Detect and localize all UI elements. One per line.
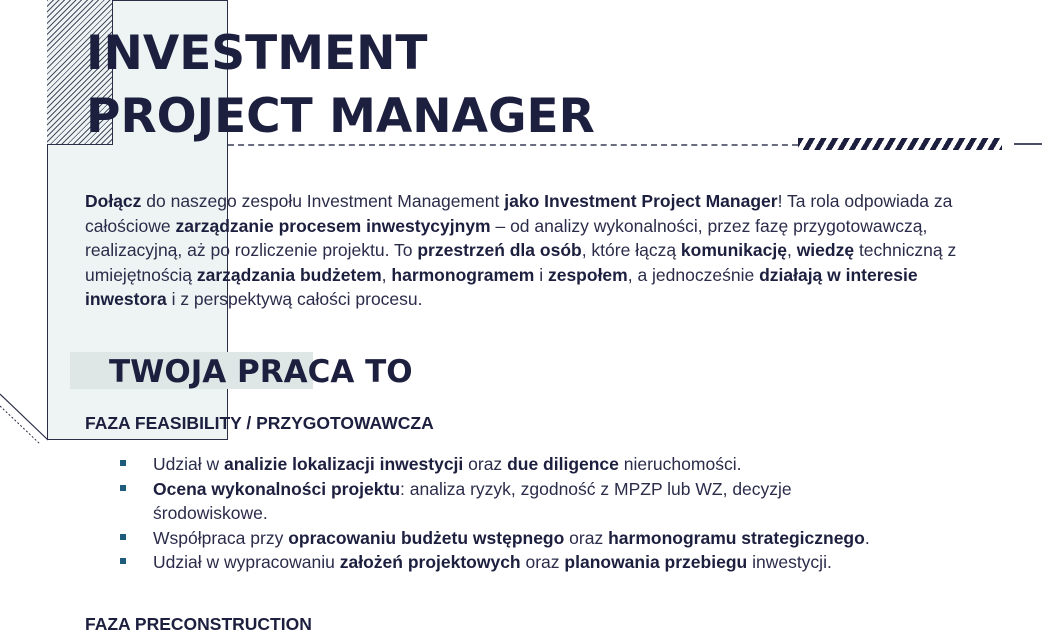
list-item-text: . <box>864 527 870 548</box>
list-item-text: : analiza ryzyk, zgodność z MPZP lub WZ, decyzje środowiskowe. <box>153 478 792 524</box>
intro-bold-text: przestrzeń dla osób <box>417 240 582 261</box>
intro-text: , a jednocześnie <box>627 264 760 285</box>
list-item-bold-text: założeń projektowych <box>339 552 521 573</box>
list-item-bold-text: planowania przebiegu <box>564 552 748 573</box>
title-end-line <box>1014 143 1042 145</box>
list-item <box>114 477 874 526</box>
intro-text: , które łączą <box>581 240 681 261</box>
title-dashed-divider <box>228 144 798 146</box>
intro-text: ! Ta rola odpowiada za całościowe <box>85 191 953 236</box>
title-line-1: INVESTMENT <box>86 26 428 81</box>
square-bullet-icon <box>120 485 126 491</box>
intro-bold-text: Dołącz <box>85 191 142 211</box>
list-item-text: inwestycji. <box>747 552 832 573</box>
list-item-text: nieruchomości. <box>618 454 742 474</box>
list-item-bold-text: due diligence <box>507 454 619 474</box>
intro-bold-text: zespołem <box>547 264 628 285</box>
square-bullet-icon <box>120 460 126 466</box>
list-item-text: oraz <box>520 552 565 573</box>
list-item-bold-text: harmonogramu strategicznego <box>608 527 865 548</box>
intro-bold-text: jako Investment Project Manager <box>504 191 778 211</box>
intro-text: , <box>381 264 392 285</box>
list-item <box>114 526 874 551</box>
intro-text: techniczną z umiejętnością <box>85 240 957 285</box>
title-striped-accent <box>798 138 1002 150</box>
list-item <box>114 452 874 477</box>
list-item-text: oraz <box>564 527 609 548</box>
intro-bold-text: harmonogramem <box>391 264 535 285</box>
intro-bold-text: wiedzę <box>796 240 855 261</box>
decorative-diagonal-lines <box>0 380 60 450</box>
list-item-bold-text: Ocena wykonalności projektu <box>153 478 401 499</box>
intro-bold-text: zarządzania budżetem <box>196 264 382 285</box>
square-bullet-icon <box>120 558 126 564</box>
square-bullet-icon <box>120 534 126 540</box>
list-item-bold-text: analizie lokalizacji inwestycji <box>224 454 464 474</box>
feasibility-task-list <box>114 452 874 575</box>
list-item-text: Udział w <box>153 454 224 474</box>
intro-paragraph <box>85 189 965 312</box>
title-line-2: PROJECT MANAGER <box>86 89 595 144</box>
page-title <box>86 22 595 148</box>
section-title: TWOJA PRACA TO <box>109 354 413 390</box>
phase-feasibility-title: FAZA FEASIBILITY / PRZYGOTOWAWCZA <box>85 413 434 433</box>
list-item-text: oraz <box>463 454 508 474</box>
intro-text: – od analizy wykonalności, przez fazę przygotowawczą, realizacyjną, aż po rozliczenie projektu. To <box>85 215 928 261</box>
intro-text: do naszego zespołu Investment Management <box>141 191 505 211</box>
phase-preconstruction-title: FAZA PRECONSTRUCTION <box>85 614 312 634</box>
intro-text: i z perspektywą całości procesu. <box>166 289 423 310</box>
intro-text: , <box>786 240 797 261</box>
list-item <box>114 550 874 575</box>
intro-bold-text: zarządzanie procesem inwestycyjnym <box>175 215 491 236</box>
list-item-text: Udział w wypracowaniu <box>153 552 340 573</box>
intro-bold-text: komunikację <box>680 240 787 261</box>
list-item-text: Współpraca przy <box>153 527 289 548</box>
list-item-bold-text: opracowaniu budżetu wstępnego <box>288 527 565 548</box>
intro-text: i <box>534 264 548 285</box>
intro-bold-text: działają w interesie inwestora <box>85 264 918 310</box>
